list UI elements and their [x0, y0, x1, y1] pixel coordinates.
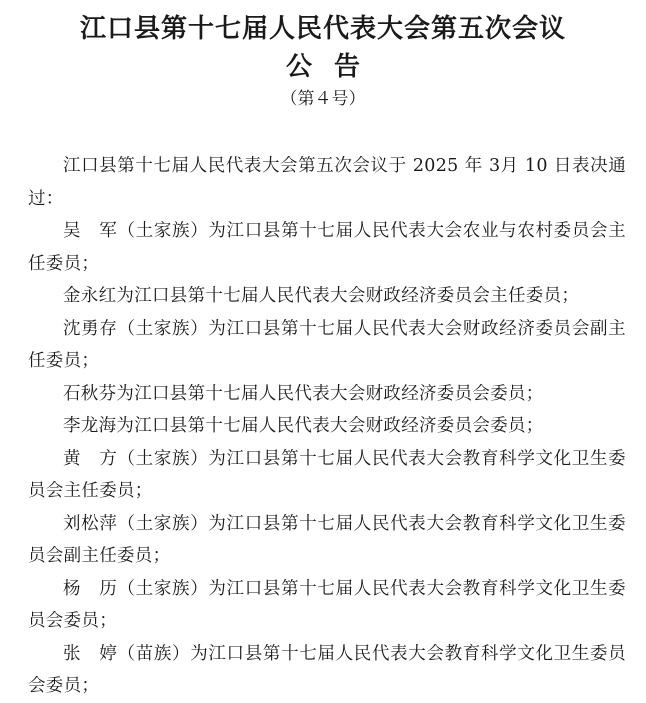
document-title: 江口县第十七届人民代表大会第五次会议 — [79, 14, 566, 44]
appointment-item: 吴 军（土家族）为江口县第十七届人民代表大会农业与农村委员会主任委员； — [28, 221, 626, 274]
appointment-item: 杨 历（土家族）为江口县第十七届人民代表大会教育科学文化卫生委员会委员； — [28, 578, 626, 631]
appointment-item: 刘松萍（土家族）为江口县第十七届人民代表大会教育科学文化卫生委员会副主任委员； — [28, 513, 626, 566]
appointment-item: 沈勇存（土家族）为江口县第十七届人民代表大会财政经济委员会副主任委员； — [28, 318, 626, 371]
announcement-body — [28, 150, 626, 703]
announcement-number: （第４号） — [280, 89, 366, 109]
intro-paragraph: 江口县第十七届人民代表大会第五次会议于 2025 年 3月 10 日表决通过： — [28, 156, 626, 209]
appointment-item: 黄 方（土家族）为江口县第十七届人民代表大会教育科学文化卫生委员会主任委员； — [28, 448, 626, 501]
appointment-item: 石秋芬为江口县第十七届人民代表大会财政经济委员会委员； — [63, 383, 544, 404]
document-subtitle: 公告 — [285, 52, 382, 82]
appointment-item: 李龙海为江口县第十七届人民代表大会财政经济委员会委员； — [63, 416, 544, 436]
appointment-item: 张 婷（苗族）为江口县第十七届人民代表大会教育科学文化卫生委员会委员； — [28, 643, 626, 696]
appointment-item: 金永红为江口县第十七届人民代表大会财政经济委员会主任委员； — [63, 286, 580, 306]
